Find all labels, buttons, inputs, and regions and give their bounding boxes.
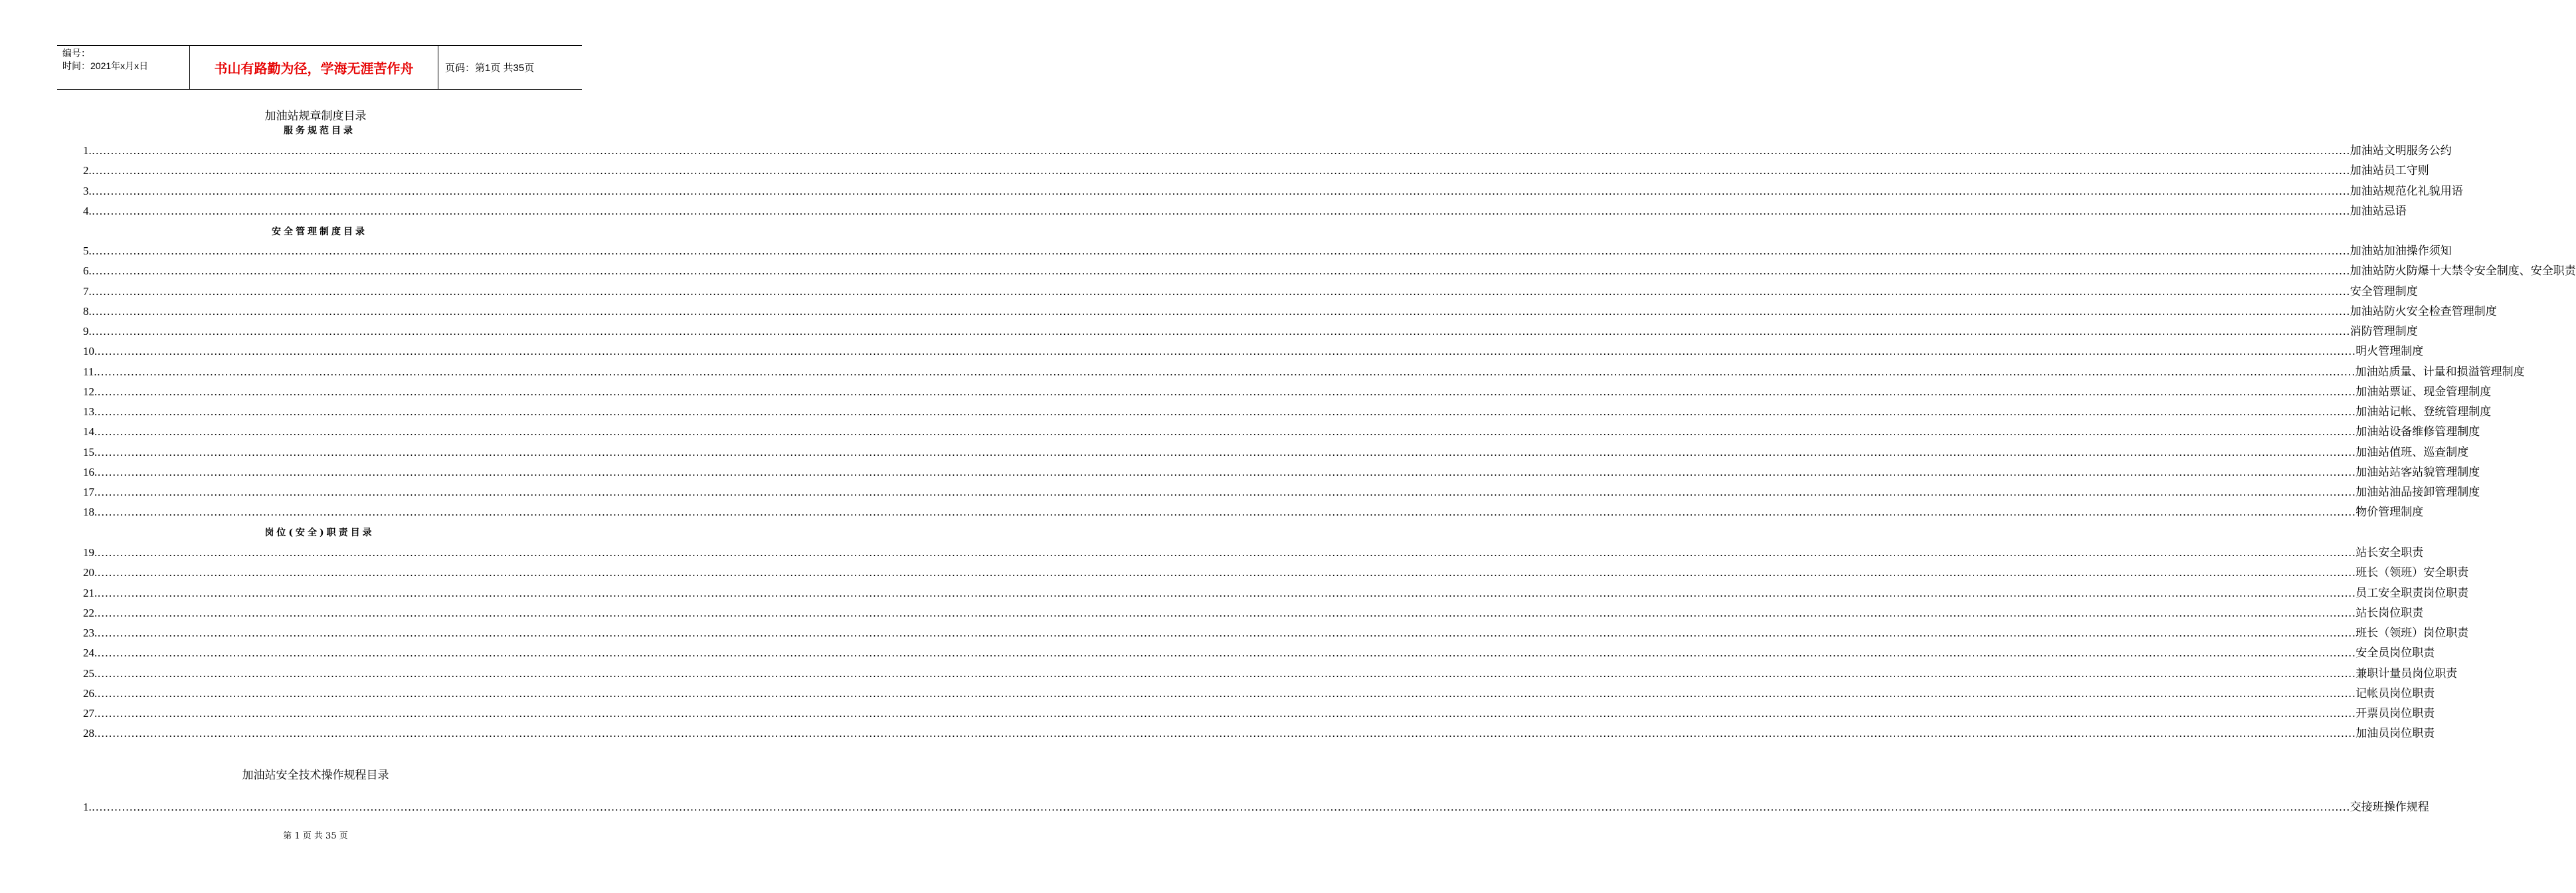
toc-entry-number: 13.: [83, 405, 98, 418]
toc-entry-title: 加油站加油操作须知: [2349, 245, 2452, 258]
dot-leader: ……………………………………………………………………………………………………………………………………………………………………………………………………………………………………………………………………………………………………………………………………………………………………………………………………………………………………………………………………………………………………………………………………………………: [97, 405, 2356, 418]
dot-leader: ……………………………………………………………………………………………………………………………………………………………………………………………………………………………………………………………………………………………………………………………………………………………………………………………………………………………………………………………………………………………………………………………………………………: [91, 245, 2350, 257]
dot-leader: ……………………………………………………………………………………………………………………………………………………………………………………………………………………………………………………………………………………………………………………………………………………………………………………………………………………………………………………………………………………………………………………………………………………: [91, 164, 2350, 177]
toc-entry-number: 17.: [83, 486, 98, 498]
toc-entry: [83, 462, 2480, 482]
toc-entry-title: 班长（领班）安全职责: [2355, 566, 2469, 579]
dot-leader: ……………………………………………………………………………………………………………………………………………………………………………………………………………………………………………………………………………………………………………………………………………………………………………………………………………………………………………………………………………………………………………………………………………………: [97, 425, 2356, 438]
section-heading: 安全管理制度目录: [272, 227, 367, 237]
toc-entry-number: 4.: [83, 205, 92, 217]
toc-entry-title: 加油站忌语: [2349, 205, 2407, 218]
dot-leader: ……………………………………………………………………………………………………………………………………………………………………………………………………………………………………………………………………………………………………………………………………………………………………………………………………………………………………………………………………………………………………………………………………………………: [97, 727, 2356, 740]
page-footer: 第 1 页 共 35 页: [283, 831, 348, 841]
toc-entry: [83, 482, 2480, 502]
dot-leader: ……………………………………………………………………………………………………………………………………………………………………………………………………………………………………………………………………………………………………………………………………………………………………………………………………………………………………………………………………………………………………………………………………………………: [97, 486, 2356, 498]
toc-entry: [83, 342, 2424, 361]
dot-leader: ……………………………………………………………………………………………………………………………………………………………………………………………………………………………………………………………………………………………………………………………………………………………………………………………………………………………………………………………………………………………………………………………………………………: [96, 365, 2355, 378]
toc-entry: [83, 382, 2492, 402]
toc-entry-number: 3.: [83, 185, 92, 197]
toc-entry-number: 8.: [83, 305, 92, 318]
toc-entry: [83, 443, 2469, 462]
dot-leader: ……………………………………………………………………………………………………………………………………………………………………………………………………………………………………………………………………………………………………………………………………………………………………………………………………………………………………………………………………………………………………………………………………………………: [97, 345, 2356, 357]
dot-leader: ……………………………………………………………………………………………………………………………………………………………………………………………………………………………………………………………………………………………………………………………………………………………………………………………………………………………………………………………………………………………………………………………………………………: [97, 667, 2356, 680]
toc-entry-number: 12.: [83, 385, 98, 398]
toc-entry: [83, 563, 2469, 583]
toc-entry-title: 明火管理制度: [2355, 345, 2424, 358]
toc-entry-title: 加油站防火安全检查管理制度: [2349, 305, 2497, 318]
toc-entry: [83, 402, 2492, 422]
dot-leader: ……………………………………………………………………………………………………………………………………………………………………………………………………………………………………………………………………………………………………………………………………………………………………………………………………………………………………………………………………………………………………………………………………………………: [97, 707, 2356, 720]
toc-entry: [83, 282, 2418, 302]
toc-entry-title: 员工安全职责岗位职责: [2355, 587, 2469, 600]
toc-entry: [83, 241, 2452, 261]
section-heading: 岗位(安全)职责目录: [264, 528, 375, 538]
toc-entry-title: 加油员岗位职责: [2355, 727, 2435, 740]
toc-entry: [83, 724, 2435, 744]
dot-leader: ……………………………………………………………………………………………………………………………………………………………………………………………………………………………………………………………………………………………………………………………………………………………………………………………………………………………………………………………………………………………………………………………………………………: [91, 185, 2350, 197]
toc-entry-number: 7.: [83, 285, 92, 298]
toc-entry-number: 24.: [83, 646, 98, 659]
toc-entry-number: 2.: [83, 164, 92, 177]
main-title: 加油站规章制度目录: [264, 110, 367, 123]
toc-entry-number: 11.: [83, 365, 97, 378]
toc-entry: [83, 322, 2418, 342]
toc-entry-number: 10.: [83, 345, 98, 357]
toc-entry-title: 站长安全职责: [2355, 546, 2424, 559]
toc-entry-title: 加油站防火防爆十大禁令安全制度、安全职责: [2349, 264, 2576, 278]
toc-entry: [83, 684, 2435, 704]
toc-entry-title: 加油站记帐、登统管理制度: [2355, 405, 2492, 419]
toc-entry-number: 15.: [83, 446, 98, 458]
toc-entry: [83, 161, 2429, 181]
toc-entry-number: 25.: [83, 667, 98, 680]
dot-leader: ……………………………………………………………………………………………………………………………………………………………………………………………………………………………………………………………………………………………………………………………………………………………………………………………………………………………………………………………………………………………………………………………………………………: [97, 607, 2356, 619]
dot-leader: ……………………………………………………………………………………………………………………………………………………………………………………………………………………………………………………………………………………………………………………………………………………………………………………………………………………………………………………………………………………………………………………………………………………: [97, 687, 2356, 700]
dot-leader: ……………………………………………………………………………………………………………………………………………………………………………………………………………………………………………………………………………………………………………………………………………………………………………………………………………………………………………………………………………………………………………………………………………………: [91, 144, 2350, 157]
toc-entry: [83, 643, 2435, 663]
toc-entry-number: 26.: [83, 687, 98, 700]
toc-entry-number: 21.: [83, 587, 98, 599]
time-label: 时间：2021年x月x日: [62, 60, 149, 71]
dot-leader: ……………………………………………………………………………………………………………………………………………………………………………………………………………………………………………………………………………………………………………………………………………………………………………………………………………………………………………………………………………………………………………………………………………………: [97, 506, 2356, 518]
dot-leader: ……………………………………………………………………………………………………………………………………………………………………………………………………………………………………………………………………………………………………………………………………………………………………………………………………………………………………………………………………………………………………………………………………………………: [91, 305, 2350, 318]
dot-leader: ……………………………………………………………………………………………………………………………………………………………………………………………………………………………………………………………………………………………………………………………………………………………………………………………………………………………………………………………………………………………………………………………………………………: [97, 627, 2356, 639]
toc-entry-title: 加油站票证、现金管理制度: [2355, 385, 2492, 399]
section-heading: 服务规范目录: [284, 126, 355, 136]
toc-entry-number: 14.: [83, 425, 98, 438]
toc-entry: [83, 201, 2407, 221]
toc-entry-number: 1.: [83, 144, 92, 157]
toc-entry: [83, 664, 2458, 684]
toc-entry: [83, 362, 2525, 382]
toc-entry-title: 加油站质量、计量和损溢管理制度: [2355, 365, 2525, 379]
toc-entry-title: 站长岗位职责: [2355, 607, 2424, 620]
toc-entry-title: 开票员岗位职责: [2355, 707, 2435, 720]
toc-entry-title: 加油站站客站貌管理制度: [2355, 466, 2480, 479]
toc-entry-title: 加油站员工守则: [2349, 164, 2429, 177]
toc-entry-title: 消防管理制度: [2349, 325, 2418, 338]
toc-entry: [83, 543, 2424, 563]
toc-entry-number: 28.: [83, 727, 98, 740]
dot-leader: ……………………………………………………………………………………………………………………………………………………………………………………………………………………………………………………………………………………………………………………………………………………………………………………………………………………………………………………………………………………………………………………………………………………: [97, 446, 2356, 458]
dot-leader: ……………………………………………………………………………………………………………………………………………………………………………………………………………………………………………………………………………………………………………………………………………………………………………………………………………………………………………………………………………………………………………………………………………………: [97, 385, 2356, 398]
number-label: 编号：: [62, 48, 90, 58]
header-motto: 书山有路勤为径，学海无涯苦作舟: [190, 46, 438, 89]
dot-leader: ……………………………………………………………………………………………………………………………………………………………………………………………………………………………………………………………………………………………………………………………………………………………………………………………………………………………………………………………………………………………………………………………………………………: [97, 466, 2356, 478]
toc-entry: [83, 797, 2429, 817]
toc-entry-title: 物价管理制度: [2355, 506, 2424, 519]
toc-entry-number: 22.: [83, 607, 98, 619]
dot-leader: ……………………………………………………………………………………………………………………………………………………………………………………………………………………………………………………………………………………………………………………………………………………………………………………………………………………………………………………………………………………………………………………………………………………: [91, 264, 2350, 277]
dot-leader: ……………………………………………………………………………………………………………………………………………………………………………………………………………………………………………………………………………………………………………………………………………………………………………………………………………………………………………………………………………………………………………………………………………………: [97, 546, 2356, 559]
dot-leader: ……………………………………………………………………………………………………………………………………………………………………………………………………………………………………………………………………………………………………………………………………………………………………………………………………………………………………………………………………………………………………………………………………………………: [91, 205, 2350, 217]
second-title: 加油站安全技术操作规程目录: [242, 769, 389, 782]
toc-entry-title: 加油站规范化礼貌用语: [2349, 185, 2463, 198]
toc-entry: [83, 261, 2576, 281]
toc-entry-number: 1.: [83, 801, 92, 813]
toc-entry-title: 交接班操作规程: [2349, 801, 2429, 814]
header-meta: [57, 46, 190, 89]
toc-entry: [83, 704, 2435, 724]
toc-entry: [83, 623, 2469, 643]
toc-entry-title: 加油站文明服务公约: [2349, 144, 2452, 157]
toc-entry: [83, 502, 2424, 522]
toc-entry-title: 记帐员岗位职责: [2355, 687, 2435, 700]
toc-entry-title: 兼职计量员岗位职责: [2355, 667, 2458, 680]
toc-entry: [83, 302, 2497, 322]
toc-entry: [83, 583, 2469, 603]
toc-entry-number: 19.: [83, 546, 98, 559]
toc-entry-title: 加油站油品接卸管理制度: [2355, 486, 2480, 499]
toc-entry-number: 9.: [83, 325, 92, 338]
toc-entry-number: 5.: [83, 245, 92, 257]
toc-entry: [83, 422, 2480, 442]
page-header: [57, 45, 582, 90]
dot-leader: ……………………………………………………………………………………………………………………………………………………………………………………………………………………………………………………………………………………………………………………………………………………………………………………………………………………………………………………………………………………………………………………………………………………: [91, 285, 2350, 298]
toc-entry-title: 加油站设备维修管理制度: [2355, 425, 2480, 439]
dot-leader: ……………………………………………………………………………………………………………………………………………………………………………………………………………………………………………………………………………………………………………………………………………………………………………………………………………………………………………………………………………………………………………………………………………………: [91, 801, 2350, 813]
dot-leader: ……………………………………………………………………………………………………………………………………………………………………………………………………………………………………………………………………………………………………………………………………………………………………………………………………………………………………………………………………………………………………………………………………………………: [97, 566, 2356, 579]
toc-entry-number: 23.: [83, 627, 98, 639]
toc-entry-number: 18.: [83, 506, 98, 518]
toc-entry-number: 16.: [83, 466, 98, 478]
toc-entry: [83, 141, 2452, 161]
toc-entry: [83, 603, 2424, 623]
toc-entry-number: 27.: [83, 707, 98, 720]
dot-leader: ……………………………………………………………………………………………………………………………………………………………………………………………………………………………………………………………………………………………………………………………………………………………………………………………………………………………………………………………………………………………………………………………………………………: [97, 646, 2356, 659]
toc-entry-title: 班长（领班）岗位职责: [2355, 627, 2469, 640]
dot-leader: ……………………………………………………………………………………………………………………………………………………………………………………………………………………………………………………………………………………………………………………………………………………………………………………………………………………………………………………………………………………………………………………………………………………: [97, 587, 2356, 599]
toc-entry: [83, 181, 2463, 201]
toc-entry-title: 加油站值班、巡查制度: [2355, 446, 2469, 459]
dot-leader: ……………………………………………………………………………………………………………………………………………………………………………………………………………………………………………………………………………………………………………………………………………………………………………………………………………………………………………………………………………………………………………………………………………………: [91, 325, 2350, 338]
toc-entry-number: 20.: [83, 566, 98, 579]
toc-entry-number: 6.: [83, 264, 92, 277]
header-page-label: 页码：第1页 共35页: [445, 62, 535, 74]
toc-entry-title: 安全员岗位职责: [2355, 646, 2435, 660]
toc-entry-title: 安全管理制度: [2349, 285, 2418, 298]
